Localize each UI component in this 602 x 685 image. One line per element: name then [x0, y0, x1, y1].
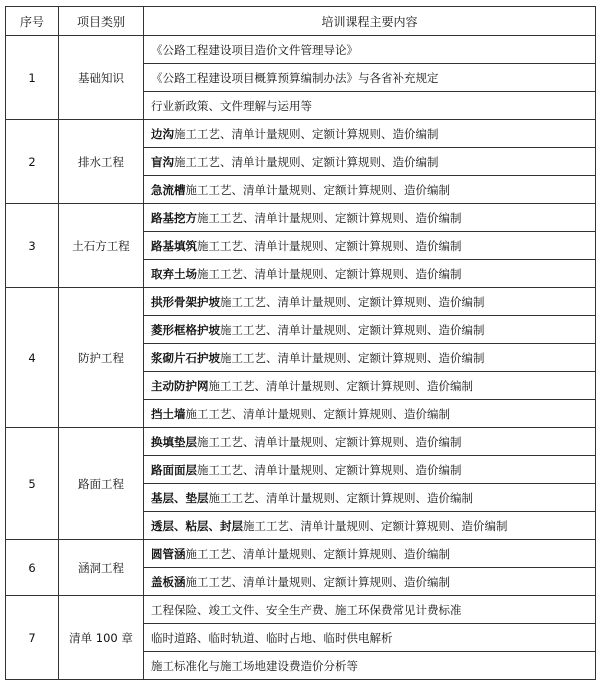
course-content [144, 232, 596, 260]
course-topic: 盲沟 [151, 154, 174, 169]
course-description: 施工工艺、清单计量规则、定额计算规则、造价编制 [220, 294, 485, 309]
row-number: 3 [6, 204, 59, 288]
course-topic: 盖板涵 [151, 574, 186, 589]
row-number: 7 [6, 596, 59, 680]
course-topic: 基层、垫层 [151, 490, 209, 505]
course-content [144, 484, 596, 512]
course-description: 施工工艺、清单计量规则、定额计算规则、造价编制 [220, 350, 485, 365]
course-content [144, 652, 596, 680]
course-topic: 边沟 [151, 126, 174, 141]
row-number: 1 [6, 36, 59, 120]
header-row [6, 7, 596, 36]
course-description: 行业新政策、文件理解与运用等 [151, 98, 312, 113]
course-content [144, 120, 596, 148]
course-content [144, 64, 596, 92]
course-description: 施工工艺、清单计量规则、定额计算规则、造价编制 [197, 266, 462, 281]
header-no: 序号 [6, 7, 59, 36]
row-number: 6 [6, 540, 59, 596]
course-description: 施工工艺、清单计量规则、定额计算规则、造价编制 [185, 182, 450, 197]
course-topic: 路基填筑 [151, 238, 197, 253]
course-topic: 主动防护网 [151, 378, 209, 393]
project-category: 清单 100 章 [59, 596, 144, 680]
row-number: 5 [6, 428, 59, 540]
course-topic: 取弃土场 [151, 266, 197, 281]
course-description: 工程保险、竣工文件、安全生产费、施工环保费常见计费标准 [151, 602, 462, 617]
course-description: 《公路工程建设项目概算预算编制办法》与各省补充规定 [151, 70, 439, 85]
row-number: 4 [6, 288, 59, 428]
project-category: 路面工程 [59, 428, 144, 540]
course-topic: 浆砌片石护坡 [151, 350, 220, 365]
course-description: 施工工艺、清单计量规则、定额计算规则、造价编制 [243, 518, 508, 533]
course-topic: 菱形框格护坡 [151, 322, 220, 337]
course-description: 施工工艺、清单计量规则、定额计算规则、造价编制 [208, 490, 473, 505]
course-description: 施工工艺、清单计量规则、定额计算规则、造价编制 [185, 574, 450, 589]
course-description: 施工工艺、清单计量规则、定额计算规则、造价编制 [197, 238, 462, 253]
course-content [144, 456, 596, 484]
table-row [6, 204, 596, 232]
table-row [6, 596, 596, 624]
course-topic: 挡土墙 [151, 406, 186, 421]
course-description: 施工工艺、清单计量规则、定额计算规则、造价编制 [185, 406, 450, 421]
course-content [144, 148, 596, 176]
course-content [144, 204, 596, 232]
course-content [144, 260, 596, 288]
table-row [6, 540, 596, 568]
course-content [144, 400, 596, 428]
course-content [144, 428, 596, 456]
row-number: 2 [6, 120, 59, 204]
table-body [6, 36, 596, 680]
course-description: 施工工艺、清单计量规则、定额计算规则、造价编制 [197, 434, 462, 449]
project-category: 基础知识 [59, 36, 144, 120]
course-description: 施工工艺、清单计量规则、定额计算规则、造价编制 [174, 126, 439, 141]
course-content [144, 92, 596, 120]
course-description: 临时道路、临时轨道、临时占地、临时供电解析 [151, 630, 393, 645]
table-row [6, 120, 596, 148]
table-row [6, 428, 596, 456]
header-category: 项目类别 [59, 7, 144, 36]
course-content [144, 372, 596, 400]
course-content [144, 176, 596, 204]
course-table [5, 6, 596, 680]
course-description: 《公路工程建设项目造价文件管理导论》 [151, 42, 358, 57]
course-content [144, 512, 596, 540]
course-topic: 急流槽 [151, 182, 186, 197]
course-topic: 拱形骨架护坡 [151, 294, 220, 309]
course-content [144, 540, 596, 568]
project-category: 防护工程 [59, 288, 144, 428]
course-topic: 圆管涵 [151, 546, 186, 561]
course-content [144, 568, 596, 596]
course-content [144, 316, 596, 344]
course-content [144, 624, 596, 652]
header-content: 培训课程主要内容 [144, 7, 596, 36]
project-category: 排水工程 [59, 120, 144, 204]
project-category: 涵洞工程 [59, 540, 144, 596]
course-description: 施工工艺、清单计量规则、定额计算规则、造价编制 [220, 322, 485, 337]
project-category: 土石方工程 [59, 204, 144, 288]
course-content [144, 36, 596, 64]
table-row [6, 288, 596, 316]
table-row [6, 36, 596, 64]
course-topic: 换填垫层 [151, 434, 197, 449]
course-description: 施工工艺、清单计量规则、定额计算规则、造价编制 [197, 462, 462, 477]
course-topic: 路面面层 [151, 462, 197, 477]
course-content [144, 596, 596, 624]
course-topic: 路基挖方 [151, 210, 197, 225]
course-description: 施工工艺、清单计量规则、定额计算规则、造价编制 [197, 210, 462, 225]
course-description: 施工工艺、清单计量规则、定额计算规则、造价编制 [174, 154, 439, 169]
course-content [144, 344, 596, 372]
course-description: 施工标准化与施工场地建设费造价分析等 [151, 658, 358, 673]
course-topic: 透层、粘层、封层 [151, 518, 243, 533]
course-description: 施工工艺、清单计量规则、定额计算规则、造价编制 [208, 378, 473, 393]
course-content [144, 288, 596, 316]
course-description: 施工工艺、清单计量规则、定额计算规则、造价编制 [185, 546, 450, 561]
